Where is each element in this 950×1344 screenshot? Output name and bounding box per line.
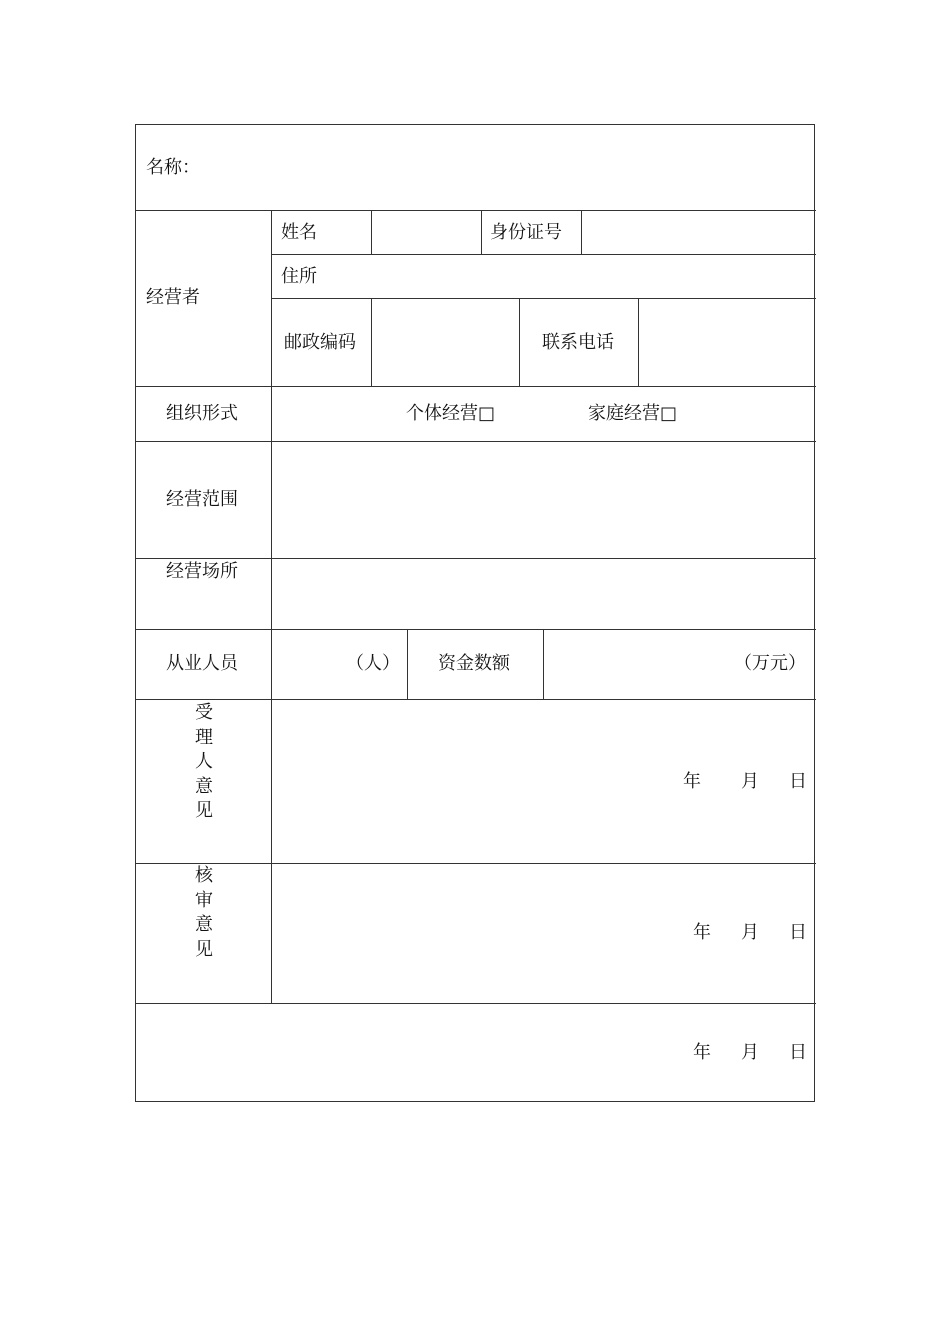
business-premises-field[interactable] (272, 559, 815, 628)
column-divider (407, 629, 408, 699)
phone-label: 联系电话 (542, 332, 614, 353)
review-date-day: 日 (789, 922, 807, 943)
column-divider (519, 298, 520, 386)
review-date-month: 月 (741, 922, 759, 943)
name-label: 名称： (146, 157, 200, 178)
phone-field[interactable] (639, 299, 815, 385)
acceptor-opinion-label: 受 理 人 意 见 (195, 702, 213, 821)
address-label: 住所 (281, 266, 317, 287)
business-scope-field[interactable] (272, 442, 815, 557)
final-date-day: 日 (789, 1042, 807, 1063)
postal-code-field[interactable] (372, 299, 518, 385)
acceptor-date-day: 日 (789, 771, 807, 792)
postal-code-label: 邮政编码 (284, 332, 356, 353)
capital-unit: （万元） (734, 653, 806, 674)
column-divider (481, 210, 482, 254)
row-divider (136, 386, 816, 387)
acceptor-date-year: 年 (683, 771, 701, 792)
final-approval-field[interactable] (137, 1004, 815, 1101)
address-field[interactable] (326, 255, 815, 297)
id-number-field[interactable] (582, 211, 815, 253)
organization-form-label: 组织形式 (166, 403, 238, 424)
operator-name-label: 姓名 (281, 222, 317, 243)
final-date-year: 年 (693, 1042, 711, 1063)
business-premises-label: 经营场所 (166, 561, 238, 582)
id-number-label: 身份证号 (490, 222, 562, 243)
individual-business-checkbox[interactable]: 个体经营□ (406, 403, 496, 424)
staff-label: 从业人员 (166, 653, 238, 674)
final-date-month: 月 (741, 1042, 759, 1063)
review-date-year: 年 (693, 922, 711, 943)
review-opinion-label: 核 审 意 见 (195, 865, 213, 960)
review-opinion-field[interactable] (272, 864, 815, 1002)
name-field[interactable] (206, 135, 806, 200)
business-scope-label: 经营范围 (166, 489, 238, 510)
acceptor-date-month: 月 (741, 771, 759, 792)
operator-label: 经营者 (146, 287, 200, 308)
acceptor-opinion-field[interactable] (272, 700, 815, 862)
capital-label: 资金数额 (438, 653, 510, 674)
family-business-checkbox[interactable]: 家庭经营□ (588, 403, 678, 424)
operator-name-field[interactable] (372, 211, 480, 253)
registration-form-table (135, 124, 815, 1102)
staff-unit: （人） (346, 653, 400, 674)
